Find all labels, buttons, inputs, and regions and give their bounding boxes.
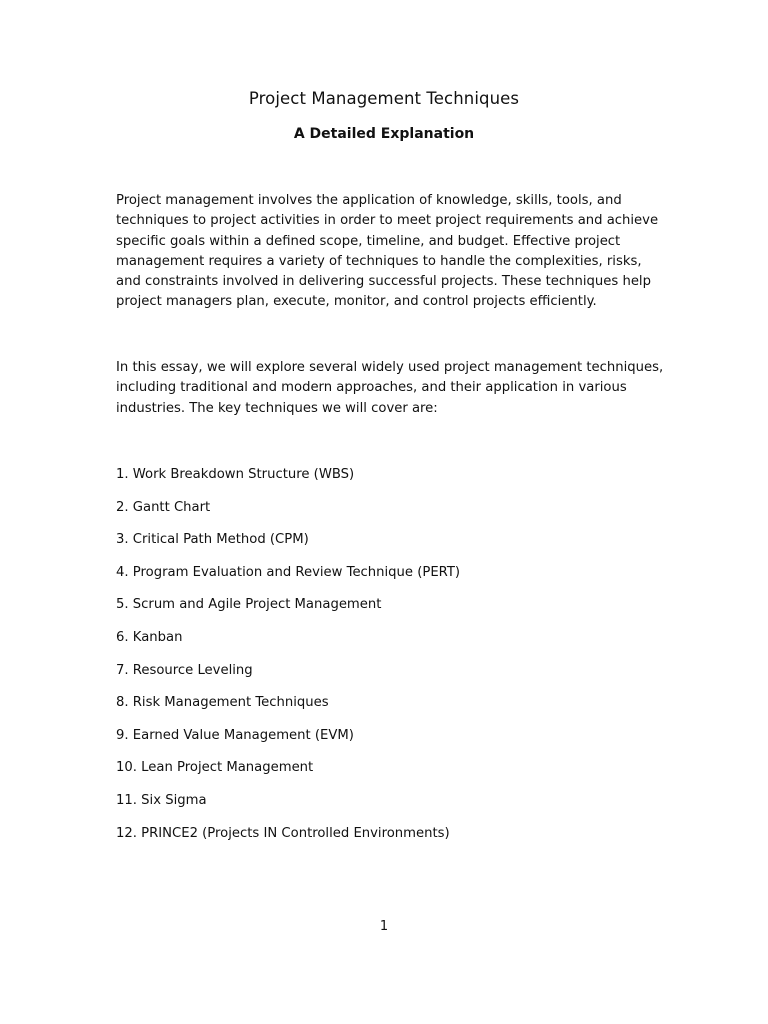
- paragraph-line: Project management involves the application of knowledge, skills, tools, and: [116, 193, 622, 208]
- list-item: 9. Earned Value Management (EVM): [116, 727, 354, 743]
- list-item: 4. Program Evaluation and Review Technique (PERT): [116, 564, 461, 580]
- document-subtitle: A Detailed Explanation: [293, 126, 475, 142]
- list-item: 1. Work Breakdown Structure (WBS): [116, 467, 355, 482]
- techniques-list: [116, 465, 460, 856]
- list-item: 5. Scrum and Agile Project Management: [116, 597, 382, 613]
- list-item: 3. Critical Path Method (CPM): [116, 532, 309, 548]
- paragraph-line: industries. The key techniques we will cover are:: [116, 400, 438, 416]
- list-item: 2. Gantt Chart: [116, 499, 211, 515]
- list-item: 10. Lean Project Management: [116, 760, 314, 776]
- list-item: 11. Six Sigma: [116, 792, 207, 808]
- paragraph-line: project managers plan, execute, monitor, and control projects efficiently.: [116, 294, 597, 310]
- intro-paragraph: [116, 191, 661, 313]
- page-number: 1: [379, 919, 389, 934]
- document-title: Project Management Techniques: [248, 89, 520, 108]
- list-item: 6. Kanban: [116, 629, 183, 645]
- paragraph-line: including traditional and modern approaches, and their application in various: [116, 380, 627, 396]
- list-item: 7. Resource Leveling: [116, 662, 253, 678]
- paragraph-line: techniques to project activities in order to meet project requirements and achieve: [116, 213, 659, 229]
- paragraph-line: and constraints involved in delivering successful projects. These techniques help: [116, 274, 651, 290]
- paragraph-line: In this essay, we will explore several widely used project management techniques,: [116, 360, 664, 375]
- paragraph-line: specific goals within a defined scope, timeline, and budget. Effective project: [116, 233, 621, 249]
- list-item: 12. PRINCE2 (Projects IN Controlled Environments): [116, 825, 450, 841]
- list-item: 8. Risk Management Techniques: [116, 695, 329, 711]
- overview-paragraph: [116, 358, 664, 419]
- paragraph-line: management requires a variety of techniques to handle the complexities, risks,: [116, 253, 642, 269]
